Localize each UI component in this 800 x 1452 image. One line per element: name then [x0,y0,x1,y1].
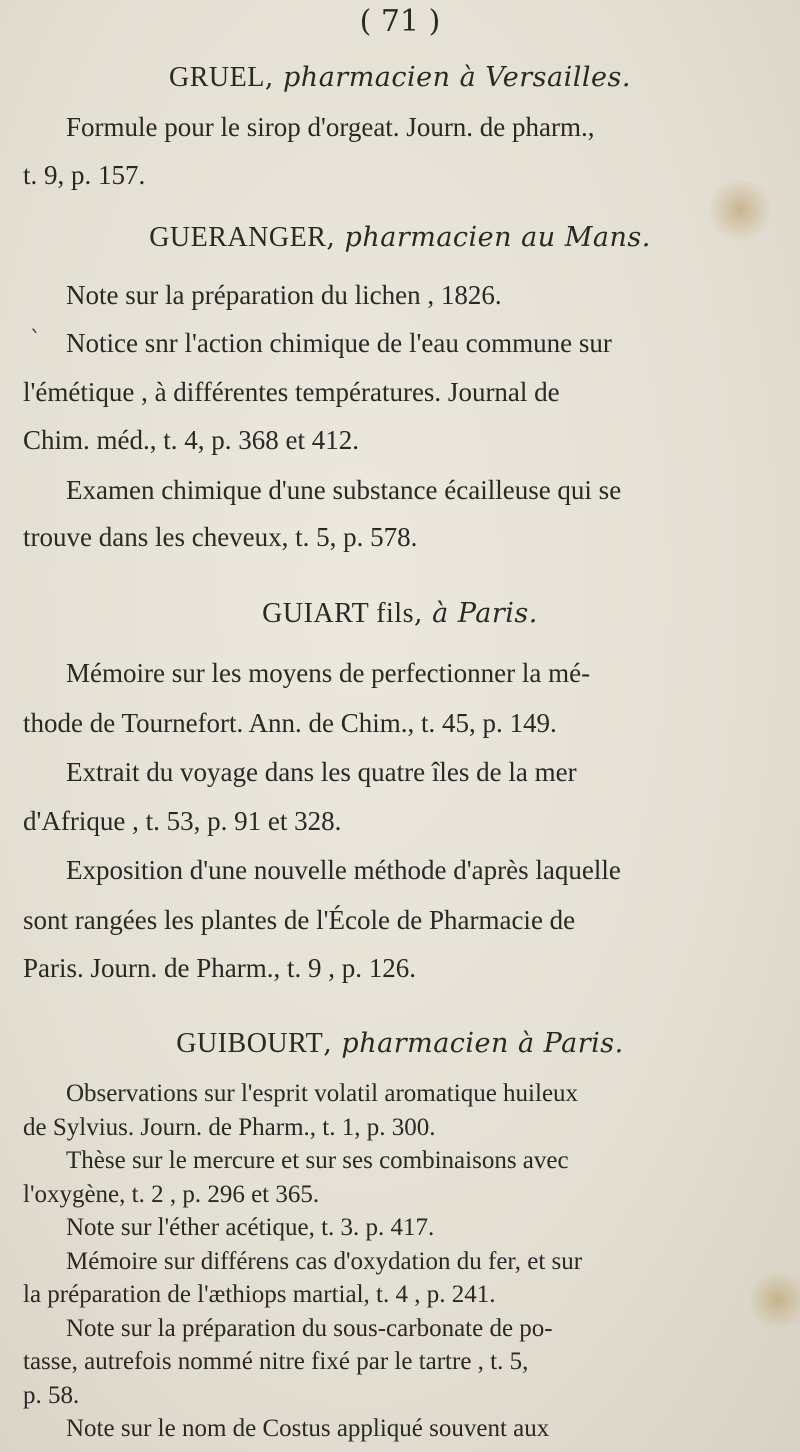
text-line: sont rangées les plantes de l'École de Pharmacie de [23,905,576,935]
text-line: de Sylvius. Journ. de Pharm., t. 1, p. 300. [23,1113,436,1141]
foxing-stain [748,1270,800,1330]
text-line: la préparation de l'æthiops martial, t. 4 , p. 241. [23,1281,496,1308]
text-line: l'oxygène, t. 2 , p. 296 et 365. [23,1180,320,1208]
text-line: d'Afrique , t. 53, p. 91 et 328. [23,806,342,836]
text-line: thode de Tournefort. Ann. de Chim., t. 45, p. 149. [23,708,557,738]
text-line: p. 58. [23,1381,80,1409]
entry-header-gruel: GRUEL, pharmacien à Versailles. [169,62,631,93]
text-line: Thèse sur le mercure et sur ses combinaisons avec [66,1147,569,1174]
entry-header-guiart: GUIART fils, à Paris. [262,598,538,629]
text-line: Note sur le nom de Costus appliqué souvent aux [66,1415,550,1442]
author-role: pharmacien à Versailles. [283,62,631,93]
text-line: Paris. Journ. de Pharm., t. 9 , p. 126. [23,953,416,983]
author-role: pharmacien à Paris. [341,1028,624,1059]
text-line: Chim. méd., t. 4, p. 368 et 412. [23,425,359,455]
text-line: Exposition d'une nouvelle méthode d'après laquelle [66,855,621,885]
text-line: l'émétique , à différentes températures. Journal de [23,377,560,407]
text-line: Note sur la préparation du sous-carbonate de po- [66,1314,553,1342]
text-line: Note sur l'éther acétique, t. 3. p. 417. [66,1214,435,1241]
author-role: pharmacien au Mans. [344,222,651,253]
text-line: Mémoire sur les moyens de perfectionner la mé- [66,658,591,688]
text-line: Notice snr l'action chimique de l'eau commune sur [66,328,612,358]
author-name: GRUEL [169,62,265,93]
text-line: Extrait du voyage dans les quatre îles de la mer [66,757,577,787]
entry-header-gueranger: GUERANGER, pharmacien au Mans. [149,222,651,253]
text-line: tasse, autrefois nommé nitre fixé par le tartre , t. 5, [23,1348,529,1375]
text-line: Observations sur l'esprit volatil aromatique huileux [66,1080,579,1107]
text-line: Formule pour le sirop d'orgeat. Journ. de pharm., [66,112,595,142]
entry-header-guibourt: GUIBOURT, pharmacien à Paris. [176,1028,624,1059]
author-name: GUERANGER [149,222,327,253]
author-name: GUIBOURT [176,1028,324,1059]
text-line: Mémoire sur différens cas d'oxydation du fer, et sur [66,1247,583,1275]
text-line: t. 9, p. 157. [23,160,146,190]
text-line: Examen chimique d'une substance écailleuse qui se [66,475,622,505]
page-number: ( 71 ) [359,4,441,39]
margin-tick: ` [30,328,41,353]
text-line: trouve dans les cheveux, t. 5, p. 578. [23,522,418,552]
text-line: Note sur la préparation du lichen , 1826. [66,280,502,310]
author-name: GUIART fils [262,598,414,629]
author-role: à Paris. [432,598,538,629]
